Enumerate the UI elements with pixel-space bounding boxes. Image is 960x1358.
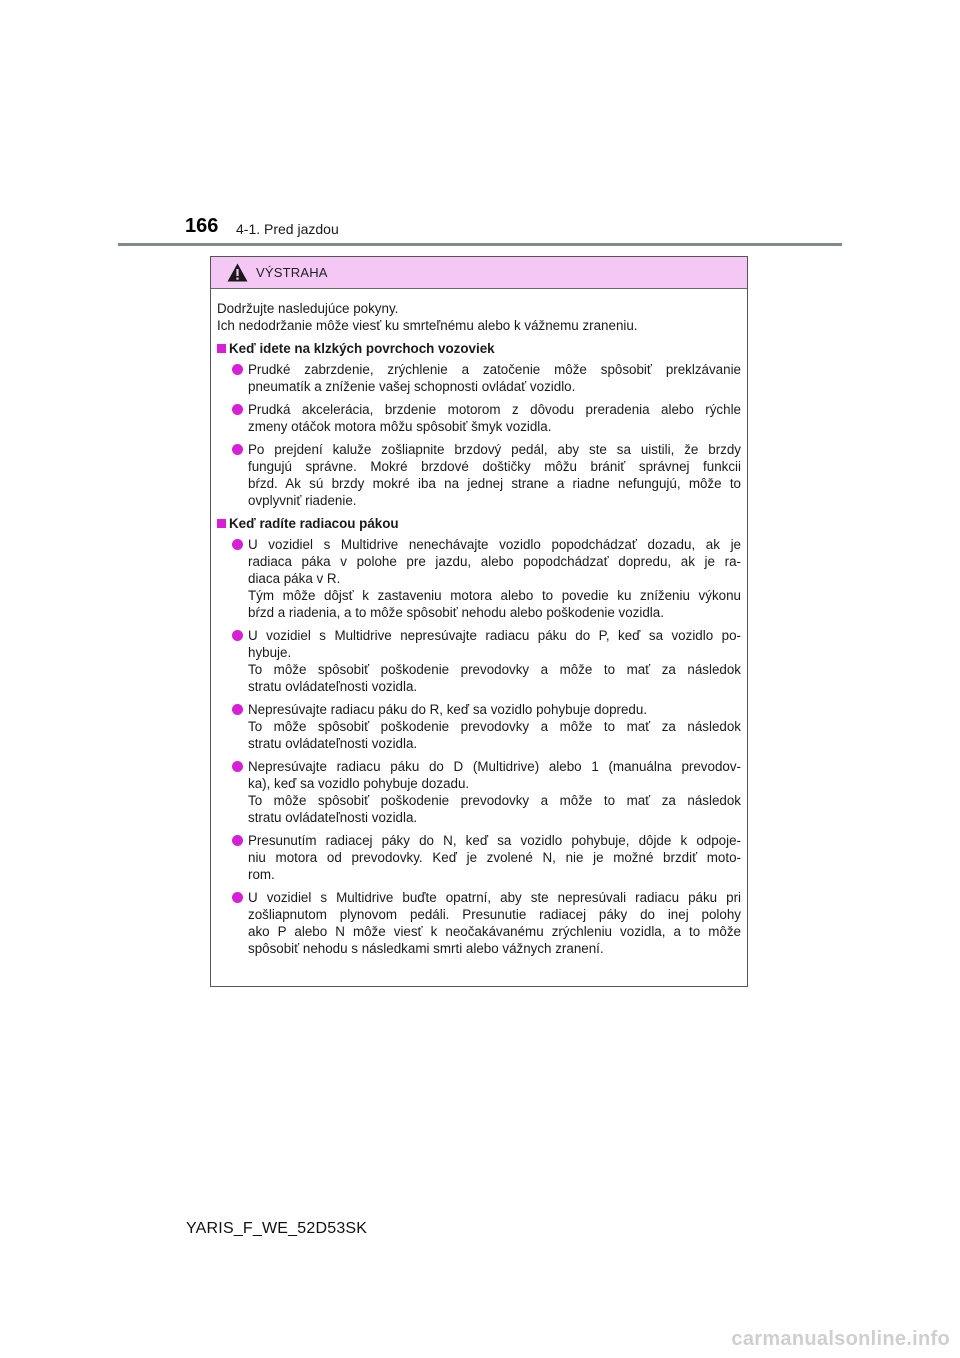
round-bullet-icon [232,539,243,550]
round-bullet-icon [232,704,243,715]
section-heading-text: Keď idete na klzkých povrchoch vozoviek [229,341,495,356]
text-line: Nepresúvajte radiacu páku do R, keď sa vozidlo pohybuje dopredu. [248,702,648,717]
text-line: hybuje. [248,645,292,660]
text-line: ako P alebo N môže viesť k neočakávanému zrýchleniu vozidla, a to môže [248,924,741,939]
text-line: stratu ovládateľnosti vozidla. [248,810,418,825]
text-line: U vozidiel s Multidrive nepresúvajte radiacu páku do P, keď sa vozidlo po- [248,628,741,643]
warning-body [211,289,747,957]
round-bullet-icon [232,835,243,846]
list-item [217,889,741,957]
text-line: bŕzd. Ak sú brzdy mokré iba na jednej strane a riadne nefungujú, môže to [248,476,741,491]
text-line: To môže spôsobiť poškodenie prevodovky a môže to mať za následok [248,719,741,734]
text-line: pneumatík a zníženie vašej schopnosti ovládať vozidlo. [248,379,576,394]
text-line: Nepresúvajte radiacu páku do D (Multidrive) alebo 1 (manuálna prevodov- [248,759,741,774]
round-bullet-icon [232,404,243,415]
text-line: niu motora od prevodovky. Keď je zvolené N, nie je možné brzdiť moto- [248,850,741,865]
square-bullet-icon [217,344,226,353]
text-line: U vozidiel s Multidrive nenechávajte vozidlo popodchádzať dozadu, ak je [248,537,741,552]
text-line: stratu ovládateľnosti vozidla. [248,736,418,751]
warning-triangle-icon [227,263,248,282]
text-line: fungujú správne. Mokré brzdové doštičky môžu brániť správnej funkcii [248,459,741,474]
list-item [217,758,741,826]
warning-intro [217,300,741,334]
text-line: stratu ovládateľnosti vozidla. [248,679,418,694]
header-rule [118,243,842,246]
warning-box [210,256,748,987]
round-bullet-icon [232,444,243,455]
text-line: To môže spôsobiť poškodenie prevodovky a môže to mať za následok [248,793,741,808]
round-bullet-icon [232,630,243,641]
list-item [217,401,741,435]
section-heading-slippery-roads [217,340,741,357]
list-item [217,701,741,752]
text-line: ka), keď sa vozidlo pohybuje dozadu. [248,776,470,791]
page-number: 166 [185,215,219,237]
document-code: YARIS_F_WE_52D53SK [186,1220,368,1237]
warning-header [211,257,747,289]
intro-line: Dodržujte nasledujúce pokyny. [217,301,399,316]
watermark: carmanualsonline.info [731,1328,950,1350]
text-line: Prudké zabrzdenie, zrýchlenie a zatočenie môže spôsobiť preklzávanie [248,362,741,377]
text-line: rom. [248,867,275,882]
list-item [217,627,741,695]
section-heading-text: Keď radíte radiacou pákou [229,516,399,531]
round-bullet-icon [232,892,243,903]
text-line: zmeny otáčok motora môžu spôsobiť šmyk vozidla. [248,419,552,434]
list-item [217,832,741,883]
text-line: To môže spôsobiť poškodenie prevodovky a môže to mať za následok [248,662,741,677]
square-bullet-icon [217,519,226,528]
section-heading-gear-shifting [217,515,741,532]
text-line: Po prejdení kaluže zošliapnite brzdový pedál, aby ste sa uistili, že brzdy [248,442,741,457]
warning-title: VÝSTRAHA [256,265,328,280]
text-line: bŕzd a riadenia, a to môže spôsobiť nehodu alebo poškodenie vozidla. [248,605,664,620]
section-title: 4-1. Pred jazdou [236,221,339,237]
text-line: Tým môže dôjsť k zastaveniu motora alebo to povedie ku zníženiu výkonu [248,588,741,603]
text-line: U vozidiel s Multidrive buďte opatrní, aby ste nepresúvali radiacu páku pri [248,890,741,905]
text-line: radiaca páka v polohe pre jazdu, alebo popodchádzať dopredu, ak je ra- [248,554,741,569]
round-bullet-icon [232,364,243,375]
list-item [217,361,741,395]
text-line: spôsobiť nehodu s následkami smrti alebo vážnych zranení. [248,941,604,956]
text-line: ovplyvniť riadenie. [248,493,357,508]
intro-line: Ich nedodržanie môže viesť ku smrteľnému alebo k vážnemu zraneniu. [217,318,638,333]
text-line: zošliapnutom plynovom pedáli. Presunutie radiacej páky do inej polohy [248,907,741,922]
list-item [217,536,741,621]
text-line: Prudká akcelerácia, brzdenie motorom z dôvodu preradenia alebo rýchle [248,402,741,417]
round-bullet-icon [232,761,243,772]
text-line: Presunutím radiacej páky do N, keď sa vozidlo pohybuje, dôjde k odpoje- [248,833,741,848]
list-item [217,441,741,509]
text-line: diaca páka v R. [248,571,341,586]
